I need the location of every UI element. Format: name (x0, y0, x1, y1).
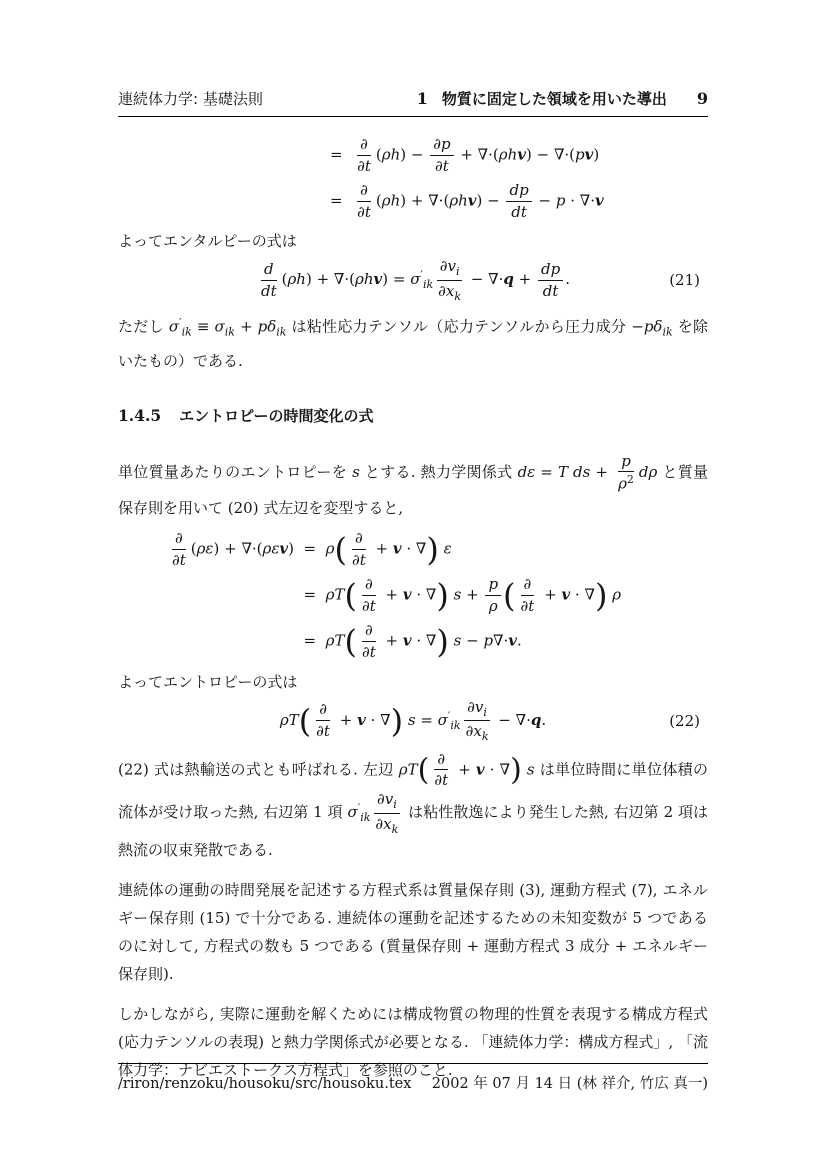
math-token-i: ρ (488, 597, 498, 616)
section-number: 1.4.5 (118, 405, 162, 425)
math-token-P: ) (426, 530, 439, 569)
paragraph-viscous-stress-note (118, 309, 708, 374)
math-token-r: ∇· (493, 631, 509, 650)
math-token-sub: ik (450, 718, 461, 732)
math-token-i: ∂x (465, 722, 482, 741)
math-token-r: − (533, 191, 556, 209)
math-token-sup: 2 (626, 473, 634, 487)
math-token-i: ∂t (361, 643, 376, 662)
math-token-sub: k (454, 289, 462, 303)
math-token-r: = (415, 710, 438, 729)
fraction (431, 750, 451, 791)
footer-date: 2002 年 07 月 14 日 (林 祥介, 竹広 真一) (431, 1076, 708, 1092)
math-token-b: v (279, 539, 289, 558)
math-token-r: ( (375, 145, 382, 163)
math-token-i: dρ (638, 462, 658, 481)
math-token-b: v (373, 270, 383, 289)
paragraph-constitutive: しかしながら, 実際に運動を解くためには構成物質の物理的性質を表現する構成方程式 (応力テンソルの表現) と熱力学関係式が必要となる. 「連続体力学：構成方程式」, 「流体力学：ナビエストークス方程式」を参照のこと. (118, 1005, 708, 1080)
math-token-r: ) − ∇·( (525, 145, 576, 163)
math-token-i: dt (542, 281, 559, 300)
math-token-r: + (380, 585, 403, 604)
math-token-i: ρh (449, 191, 468, 209)
math-token-jp: ただし (118, 317, 169, 336)
math-token-i: σ (214, 317, 225, 336)
math-token-P: ( (503, 576, 516, 615)
math-token-r: ) (288, 539, 294, 558)
math-token-sub: ik (276, 325, 287, 339)
math-token-i: dt (260, 281, 277, 300)
equation-22 (118, 698, 708, 744)
math-token-r: · ∇· (565, 191, 595, 209)
math-token-i: ∂t (316, 722, 330, 741)
math-token-sup: ′ (447, 709, 451, 723)
math-token-b: v (467, 191, 477, 209)
equation-row (118, 179, 708, 223)
math-token-i: ρT (279, 710, 299, 729)
math-token-i: ∂t (520, 597, 535, 616)
math-token-r: . (565, 270, 570, 289)
math-token-r: = (294, 585, 326, 604)
math-token-sub: ik (422, 277, 434, 291)
math-token-i: ∂ (523, 575, 532, 594)
math-token-i: ∂ (174, 529, 183, 548)
math-token-i: σ (437, 710, 448, 729)
equation-lhs (118, 529, 294, 570)
math-token-i: ∂v (467, 697, 484, 716)
math-token-i: ρh (287, 270, 306, 289)
fraction (463, 698, 492, 744)
page-content (118, 0, 708, 1084)
math-token-r: · ∇ (570, 585, 595, 604)
math-token-sub: k (391, 822, 399, 836)
math-token-b: v (594, 191, 604, 209)
page-number: 9 (696, 89, 708, 108)
math-token-b: v (561, 585, 571, 604)
math-token-i: ρT (398, 759, 418, 778)
math-token-sub: ik (181, 325, 192, 339)
math-token-P: ( (344, 622, 357, 661)
math-token-i: ∂t (351, 551, 366, 570)
math-token-r: . (517, 631, 522, 650)
math-token-r: + (380, 631, 403, 650)
math-token-jp: を除いたもの）である. (118, 317, 708, 370)
math-token-r: ) + ∇·( (400, 191, 450, 209)
math-token-jp: と質量保存則を用いて (20) 式左辺を変型すると, (118, 462, 709, 517)
equation-rhs (294, 575, 621, 616)
math-token-b: v (402, 631, 412, 650)
math-token-r: = (535, 462, 558, 481)
math-token-b: v (475, 759, 485, 778)
math-token-i: ∂ (354, 529, 363, 548)
math-token-sub: k (481, 729, 489, 743)
math-token-r: ( (375, 191, 382, 209)
math-token-r: · ∇ (411, 585, 437, 604)
equation-row (118, 528, 708, 572)
math-token-r: ) − (400, 145, 429, 163)
math-token-b: v (584, 145, 594, 163)
math-token-r: + (234, 317, 258, 336)
fraction (518, 575, 538, 616)
math-token-r: = (330, 145, 353, 163)
fraction (354, 181, 374, 222)
math-token-P: ( (334, 530, 347, 569)
math-token-r: ) − (476, 191, 505, 209)
fraction (615, 452, 637, 494)
fraction (372, 790, 401, 836)
math-token-i: ∂x (438, 281, 455, 300)
math-token-r: − ∇· (466, 270, 504, 289)
math-token-sub: ik (224, 325, 235, 339)
equation-row (118, 133, 708, 177)
math-token-P: ( (417, 751, 430, 787)
equation-row (118, 574, 708, 618)
math-token-r: ) = (382, 270, 411, 289)
fraction (349, 529, 369, 570)
math-token-b: q (530, 710, 542, 729)
fraction (485, 575, 501, 616)
math-token-jp: は粘性応力テンソル（応力テンソルから圧力成分 (286, 317, 632, 336)
math-token-i: ∂t (357, 202, 371, 221)
math-token-i: s (352, 462, 360, 481)
math-token-r: . (541, 710, 547, 729)
math-token-i: ρ (612, 585, 622, 604)
page-header (118, 88, 708, 117)
math-token-jp: とする. 熱力学関係式 (359, 462, 518, 481)
math-token-i: ρε (262, 539, 280, 558)
math-token-i: ∂t (361, 597, 376, 616)
math-token-i: ∂t (435, 156, 449, 175)
math-token-r: · ∇ (365, 710, 391, 729)
math-token-r: + (453, 759, 476, 778)
section-heading-1-4-5 (118, 405, 708, 426)
math-token-i: ρT (325, 585, 345, 604)
equation-row (118, 620, 708, 664)
math-token-sup: ′ (357, 801, 361, 815)
equation-block-entropy-derivation (118, 528, 708, 664)
math-token-i: p (555, 191, 566, 209)
equation-rhs (330, 181, 604, 222)
math-token-P: ) (594, 576, 608, 615)
math-token-i: ρh (355, 270, 374, 289)
math-token-i: dε (517, 462, 536, 481)
math-token-r: = (294, 631, 326, 650)
page-footer (118, 1063, 708, 1093)
math-token-i: ε (443, 539, 452, 558)
math-token-r: − (631, 317, 644, 336)
fraction (354, 135, 374, 176)
math-token-r: + (461, 585, 484, 604)
fraction (258, 260, 280, 301)
math-token-i: p (483, 631, 494, 650)
header-section-number: 1 (416, 89, 428, 108)
math-token-i: pδ (257, 317, 277, 336)
math-token-jp: (22) 式は熱輸送の式とも呼ばれる. 左辺 (118, 759, 399, 778)
equation-rhs (294, 621, 522, 662)
math-token-i: σ (347, 803, 358, 822)
math-token-r: ) (593, 145, 600, 163)
math-token-i: ρ (618, 474, 627, 493)
math-token-P: ) (436, 576, 449, 615)
footer-file-path: /riron/renzoku/housoku/src/housoku.tex (118, 1076, 412, 1092)
math-token-P: ) (390, 701, 404, 740)
math-token-P: ( (298, 701, 312, 740)
math-token-r: − ∇· (493, 710, 531, 729)
math-token-i: ∂v (439, 257, 456, 275)
paragraph-equation-system: 連続体の運動の時間発展を記述する方程式系は質量保存則 (3), 運動方程式 (7), エネルギー保存則 (15) で十分である. 連続体の運動を記述するための未知変数が 5 つであるのに対して, 方程式の数も 5 つである (質量保存則 + 運動方程式 3 成分 + エネルギー保存則). (118, 881, 708, 984)
math-token-r: + (590, 462, 614, 481)
math-token-i: ∂t (171, 551, 186, 570)
fraction (169, 529, 189, 570)
equation-21-math (256, 257, 570, 303)
math-token-i: p (575, 145, 585, 163)
math-token-b: q (503, 270, 514, 289)
fraction (359, 575, 379, 616)
math-token-i: pδ (643, 317, 663, 336)
math-token-r: ≡ (191, 317, 215, 336)
math-token-i: p (621, 451, 631, 470)
math-token-sup: ′ (179, 316, 182, 330)
equation-22-tag: (22) (669, 711, 700, 730)
math-token-i: d (264, 259, 274, 278)
entropy-equation-intro: よってエントロピーの式は (118, 672, 298, 691)
math-token-P: ( (344, 576, 357, 615)
math-token-i: p (488, 575, 499, 594)
math-token-i: dt (511, 202, 527, 221)
math-token-i: s (526, 759, 535, 778)
math-token-P: ) (510, 751, 522, 787)
math-token-i: ρ (325, 539, 335, 558)
running-title: 連続体力学: 基礎法則 (118, 90, 263, 108)
math-token-b: v (508, 631, 518, 650)
math-token-sub: i (483, 705, 487, 719)
section-title: エントロピーの時間変化の式 (179, 406, 374, 425)
math-token-i: ∂ (437, 749, 446, 768)
equation-22-math (280, 698, 546, 744)
math-token-i: ρh (381, 191, 401, 209)
math-token-i: ∂ (364, 621, 373, 640)
math-token-r: + (539, 585, 562, 604)
fraction (538, 260, 563, 301)
math-token-b: v (402, 585, 412, 604)
math-token-b: v (517, 145, 526, 163)
math-token-r: ) + ∇·( (305, 270, 356, 289)
paragraph-entropy-setup (118, 452, 708, 522)
math-token-i: s (453, 585, 462, 604)
math-token-P: ) (436, 622, 449, 661)
math-token-jp: は粘性散逸により発生した熱, 右辺第 2 項は熱流の収束発散である. (118, 803, 709, 860)
paragraph-heat-transport (118, 750, 708, 865)
fraction (430, 135, 453, 176)
math-token-r: − (461, 631, 484, 650)
equation-21 (118, 257, 708, 303)
math-token-r: + (513, 270, 536, 289)
math-token-i: T ds (557, 462, 591, 481)
math-token-r: = (294, 539, 326, 558)
math-token-r: · ∇ (484, 759, 511, 778)
equation-block-enthalpy-derivation (118, 133, 708, 223)
math-token-i: s (407, 710, 416, 729)
math-token-i: ∂t (357, 156, 371, 175)
math-token-sub: i (455, 264, 460, 278)
fraction (435, 257, 464, 303)
math-token-r: + ∇·( (455, 145, 499, 163)
math-token-sub: ik (360, 811, 371, 825)
math-token-i: ∂p (433, 134, 451, 153)
header-section-title: 物質に固定した領域を用いた導出 (441, 90, 667, 108)
math-token-sub: ik (662, 325, 673, 339)
equation-rhs (294, 529, 452, 570)
math-token-i: ∂ (360, 134, 368, 153)
enthalpy-equation-intro: よってエンタルピーの式は (118, 232, 297, 250)
math-token-jp: 単位質量あたりのエントロピーを (118, 462, 353, 481)
math-token-i: ρε (196, 539, 214, 558)
math-token-i: ∂ (360, 180, 368, 199)
math-token-r: · ∇ (401, 539, 427, 558)
math-token-r: ) + ∇·( (213, 539, 263, 558)
math-token-r: + (370, 539, 393, 558)
math-token-b: v (392, 539, 402, 558)
math-token-i: dp (541, 259, 561, 278)
equation-21-tag: (21) (669, 271, 700, 290)
header-right-group (417, 88, 708, 109)
math-token-r: + (334, 710, 358, 729)
math-token-i: ∂v (376, 790, 394, 809)
math-token-sub: i (393, 798, 397, 812)
math-token-i: ∂t (434, 771, 449, 790)
math-token-sup: ′ (420, 268, 423, 282)
math-token-i: dp (509, 180, 529, 199)
math-token-i: ∂x (375, 814, 392, 833)
fraction (359, 621, 379, 662)
math-token-i: σ (168, 317, 180, 336)
math-token-i: ρT (325, 631, 345, 650)
math-token-i: ∂ (364, 575, 373, 594)
math-token-i: s (453, 631, 462, 650)
math-token-i: ρh (381, 145, 401, 163)
math-token-i: ∂ (319, 700, 327, 719)
math-token-b: v (357, 710, 366, 729)
fraction (506, 181, 531, 222)
math-token-r: ( (190, 539, 197, 558)
math-token-r: · ∇ (411, 631, 437, 650)
equation-rhs (330, 135, 599, 176)
math-token-i: σ (410, 270, 421, 289)
math-token-r: ( (281, 270, 288, 289)
math-token-r: = (330, 191, 353, 209)
math-token-i: ρh (498, 145, 518, 163)
fraction (313, 700, 333, 741)
math-token-jp: は単位時間に単位体積の流体が受け取った熱, 右辺第 1 項 (118, 759, 708, 822)
